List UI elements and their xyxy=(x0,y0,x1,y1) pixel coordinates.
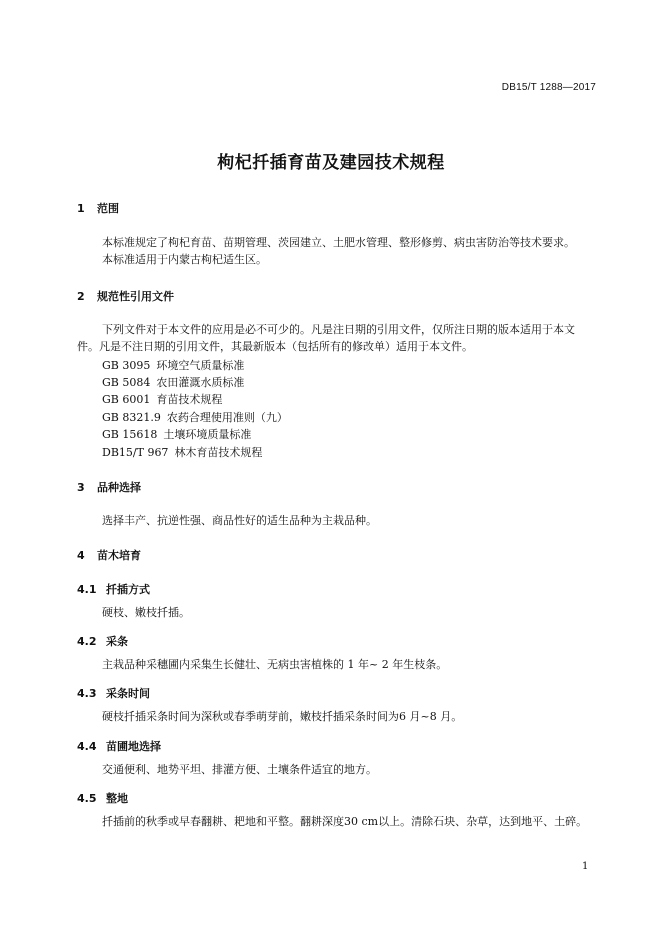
subsection-4-3-paragraph: 硬枝扦插采条时间为深秋或春季萌芽前，嫩枝扦插采条时间为6 月~8 月。 xyxy=(102,710,463,723)
subsection-number: 4.5 xyxy=(77,792,97,805)
reference-code: GB 6001 xyxy=(102,393,151,406)
subsection-title: 苗圃地选择 xyxy=(106,740,161,753)
page-number: 1 xyxy=(582,861,589,872)
reference-name: 林木育苗技术规程 xyxy=(174,446,263,459)
subsection-number: 4.4 xyxy=(77,740,97,753)
subsection-4-5-paragraph: 扦插前的秋季或早春翻耕、耙地和平整。翻耕深度30 cm以上。清除石块、杂草，达到地平、土碎。 xyxy=(102,815,588,828)
section-title: 范围 xyxy=(97,202,119,215)
subsection-4-2-paragraph: 主栽品种采穗圃内采集生长健壮、无病虫害植株的 1 年~ 2 年生枝条。 xyxy=(102,658,448,671)
subsection-4-4-heading xyxy=(77,738,161,754)
reference-name: 环境空气质量标准 xyxy=(156,359,245,372)
reference-item xyxy=(102,391,222,407)
subsection-number: 4.3 xyxy=(77,687,97,700)
reference-item xyxy=(102,357,244,373)
reference-item xyxy=(102,444,262,460)
document-title: 枸杞扦插育苗及建园技术规程 xyxy=(217,153,445,173)
section-number: 4 xyxy=(77,549,85,562)
reference-item xyxy=(102,409,288,425)
section-1-heading xyxy=(77,200,119,216)
reference-name: 农药合理使用准则（九） xyxy=(166,411,288,424)
subsection-4-3-heading xyxy=(77,685,150,701)
section-number: 2 xyxy=(77,290,85,303)
reference-code: GB 3095 xyxy=(102,359,151,372)
reference-code: GB 5084 xyxy=(102,376,151,389)
document-code: DB15/T 1288—2017 xyxy=(501,82,596,93)
subsection-4-5-heading xyxy=(77,790,128,806)
section-2-paragraph-line-1: 下列文件对于本文件的应用是必不可少的。凡是注日期的引用文件，仅所注日期的版本适用于本文 xyxy=(102,323,575,336)
section-title: 规范性引用文件 xyxy=(97,290,174,303)
section-4-heading xyxy=(77,547,141,563)
subsection-title: 整地 xyxy=(106,792,128,805)
section-title: 品种选择 xyxy=(97,481,141,494)
subsection-title: 采条 xyxy=(106,635,128,648)
reference-item xyxy=(102,426,251,442)
reference-item xyxy=(102,374,244,390)
section-number: 3 xyxy=(77,481,85,494)
subsection-4-4-paragraph: 交通便利、地势平坦、排灌方便、土壤条件适宜的地方。 xyxy=(102,763,377,776)
reference-code: GB 8321.9 xyxy=(102,411,161,424)
section-1-paragraph-1: 本标准规定了枸杞育苗、苗期管理、茨园建立、土肥水管理、整形修剪、病虫害防治等技术要求。 xyxy=(102,236,575,249)
section-number: 1 xyxy=(77,202,85,215)
subsection-4-1-paragraph: 硬枝、嫩枝扦插。 xyxy=(102,606,190,619)
subsection-4-2-heading xyxy=(77,633,128,649)
section-3-paragraph: 选择丰产、抗逆性强、商品性好的适生品种为主栽品种。 xyxy=(102,514,377,527)
reference-code: GB 15618 xyxy=(102,428,158,441)
section-1-paragraph-2: 本标准适用于内蒙古枸杞适生区。 xyxy=(102,253,267,266)
section-2-heading xyxy=(77,288,174,304)
subsection-title: 扦插方式 xyxy=(106,583,150,596)
reference-name: 育苗技术规程 xyxy=(156,393,223,406)
subsection-number: 4.2 xyxy=(77,635,97,648)
section-3-heading xyxy=(77,479,141,495)
subsection-4-1-heading xyxy=(77,581,150,597)
reference-name: 农田灌溉水质标准 xyxy=(156,376,245,389)
section-2-paragraph-line-2: 件。凡是不注日期的引用文件，其最新版本（包括所有的修改单）适用于本文件。 xyxy=(77,340,473,353)
subsection-title: 采条时间 xyxy=(106,687,150,700)
subsection-number: 4.1 xyxy=(77,583,97,596)
reference-name: 土壤环境质量标准 xyxy=(163,428,252,441)
section-title: 苗木培育 xyxy=(97,549,141,562)
reference-code: DB15/T 967 xyxy=(102,446,169,459)
